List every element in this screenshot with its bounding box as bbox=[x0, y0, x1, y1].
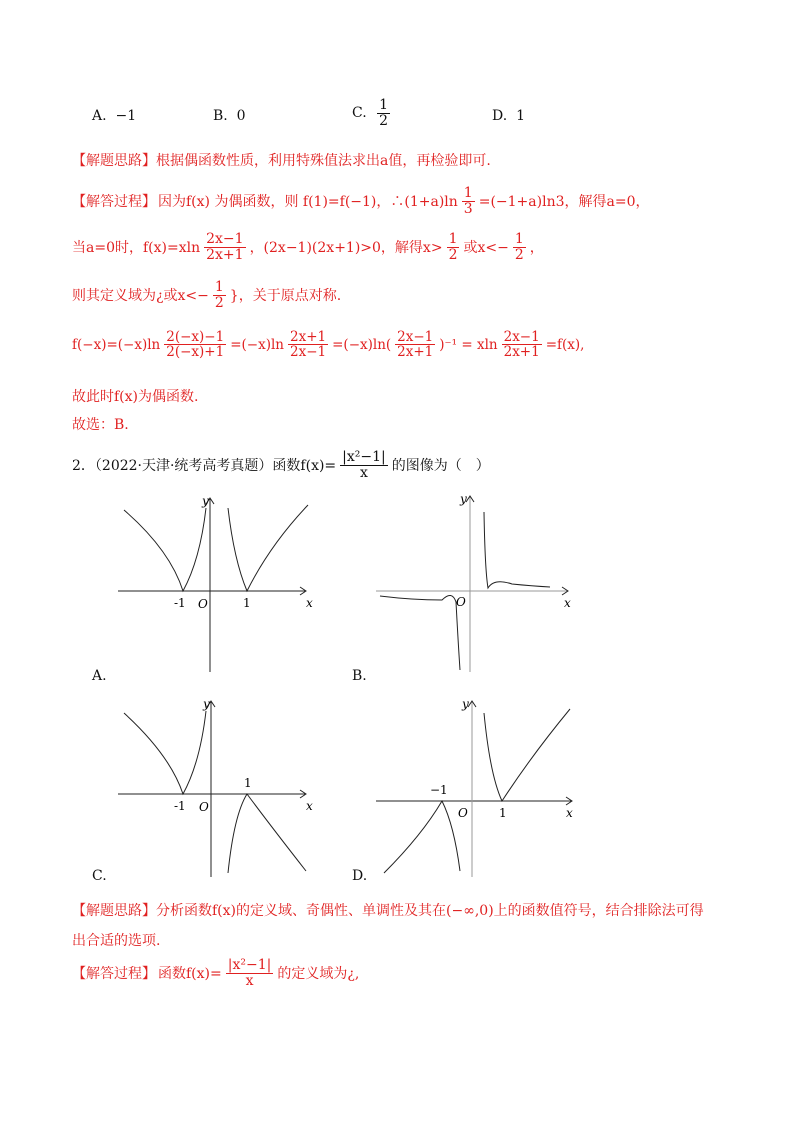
q1-thought: 【解题思路】根据偶函数性质，利用特殊值法求出a值，再检验即可. bbox=[72, 153, 491, 169]
curve-left bbox=[124, 711, 206, 794]
label-y: y bbox=[203, 697, 210, 711]
option-c: C. $\frac{1}{2}$ bbox=[352, 97, 389, 129]
option-b: B. 0 bbox=[213, 108, 246, 124]
q1-process-line3: 则其定义域为¿或x<− $\frac{1}{2}$ }，关于原点对称. bbox=[72, 279, 342, 311]
label-x: x bbox=[306, 799, 313, 813]
q2-process: 【解答过程】 函数f(x)= $\frac{\text{|x²−1|}}{x}$ 的定义域为¿, bbox=[72, 957, 360, 989]
label-neg1: −1 bbox=[430, 783, 448, 797]
q2-thought-line1: 【解题思路】分析函数f(x)的定义域、奇偶性、单调性及其在(−∞,0)上的函数值符号，结合排除法可得 bbox=[72, 903, 704, 919]
graph-d-label: D. bbox=[352, 868, 368, 884]
graph-c bbox=[110, 695, 330, 880]
curve-left bbox=[384, 801, 460, 873]
label-pos1: 1 bbox=[243, 596, 251, 610]
curve-left bbox=[380, 595, 460, 670]
graph-d bbox=[372, 695, 582, 880]
graph-a bbox=[110, 490, 330, 675]
label-x: x bbox=[564, 596, 571, 610]
option-d: D. 1 bbox=[492, 108, 526, 124]
q2-thought-line2: 出合适的选项. bbox=[72, 933, 161, 949]
q1-process-line4: f(−x)=(−x)ln $\frac{2(-x)-1}{2(-x)+1}$ =(−x)ln $\frac{2x+1}{2x-1}$ =(−x)ln( $\frac{2x-1}{2x+1}$ )⁻¹ = xln $\frac{2x-1}{2x+1}$ =f(x), bbox=[72, 329, 585, 361]
label-o: O bbox=[198, 597, 208, 611]
graph-a-label: A. bbox=[92, 668, 107, 684]
label-x: x bbox=[566, 806, 573, 820]
label-o: O bbox=[456, 595, 466, 609]
q1-process-line1: 【解答过程】 因为f(x) 为偶函数，则 f(1)=f(−1)，∴(1+a)ln $\frac{1}{3}$ =(−1+a)ln3，解得a=0， bbox=[72, 185, 650, 217]
curve-right bbox=[228, 505, 308, 591]
q2-stem: 2．（2022·天津·统考高考真题）函数f(x)= $\frac{\text{|x²−1|}}{x}$ 的图像为（ ） bbox=[72, 449, 490, 481]
label-pos1: 1 bbox=[244, 776, 252, 790]
q1-answer: 故选：B. bbox=[72, 417, 129, 433]
label-neg1: -1 bbox=[174, 596, 186, 610]
graph-b-label: B. bbox=[352, 668, 367, 684]
curve-right bbox=[484, 512, 550, 588]
label-x: x bbox=[306, 596, 313, 610]
curve-right bbox=[484, 709, 570, 801]
label-o: O bbox=[199, 800, 209, 814]
curve-right bbox=[228, 794, 306, 873]
q1-process-line2: 当a=0时，f(x)=xln $\frac{2x-1}{2x+1}$ ，(2x−1)(2x+1)>0，解得x> $\frac{1}{2}$ 或x<− $\frac{1}{2}$ ， bbox=[72, 231, 544, 263]
label-y: y bbox=[202, 494, 209, 508]
label-pos1: 1 bbox=[499, 806, 507, 820]
label-o: O bbox=[458, 806, 468, 820]
option-a: A. −1 bbox=[92, 108, 137, 124]
label-y: y bbox=[460, 492, 467, 506]
graph-c-label: C. bbox=[92, 868, 107, 884]
q1-process-line5: 故此时f(x)为偶函数. bbox=[72, 389, 199, 405]
label-neg1: -1 bbox=[174, 799, 186, 813]
graph-b bbox=[372, 490, 582, 675]
curve-left bbox=[124, 508, 206, 591]
label-y: y bbox=[462, 697, 469, 711]
